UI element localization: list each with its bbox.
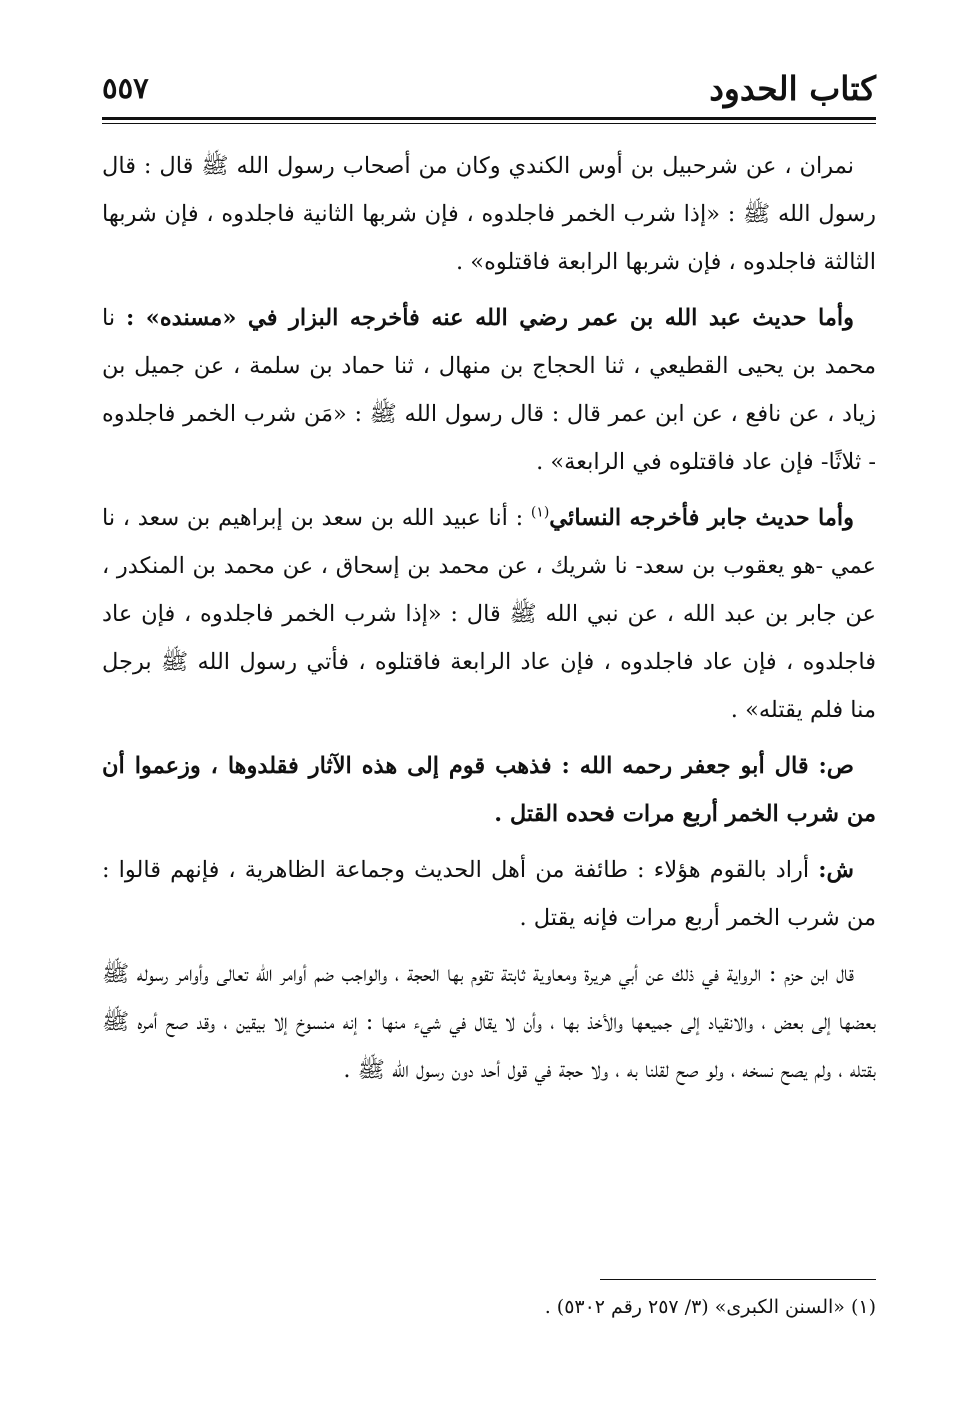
header-rule-thick: [102, 117, 876, 120]
paragraph-5-text: أراد بالقوم هؤلاء : طائفة من أهل الحديث وجماعة الظاهرية ، فإنهم قالوا : من شرب الخمر أربع مرات فإنه يقتل .: [102, 857, 876, 931]
page-header: [102, 66, 876, 110]
paragraph-4-matn: [102, 742, 876, 838]
footnote-marker[interactable]: (١): [530, 504, 550, 521]
paragraph-3-text: : أنا عبيد الله بن سعد بن إبراهيم بن سعد ، نا عمي -هو يعقوب بن سعد- نا شريك ، عن محمد بن إسحاق ، عن محمد بن المنكدر ، عن جابر بن عبد الله ، عن نبي الله ﷺ قال : «إذا شرب الخمر فاجلدوه ، فإن عاد فاجلدوه ، فإن عاد فاجلدوه ، فإن عاد الرابعة فاقتلوه ، فأتي رسول الله ﷺ برجل منا فلم يقتله» .: [102, 505, 876, 723]
paragraph-4-text: ص: قال أبو جعفر رحمه الله : فذهب قوم إلى هذه الآثار فقلدوها ، وزعموا أن من شرب الخمر أربع مرات فحده القتل .: [102, 753, 876, 827]
paragraph-2: [102, 294, 876, 486]
paragraph-3: [102, 494, 876, 734]
paragraph-5: [102, 846, 876, 942]
footnote-text: (١) «السنن الكبرى» (٣/ ٢٥٧ رقم ٥٣٠٢) .: [544, 1296, 876, 1318]
paragraph-1: [102, 142, 876, 286]
paragraph-3-lead: وأما حديث جابر فأخرجه النسائي: [549, 505, 854, 531]
running-title: كتاب الحدود: [709, 68, 876, 108]
footnote-separator: [600, 1279, 876, 1280]
header-rule-thin: [102, 123, 876, 124]
main-text: [102, 142, 876, 1102]
paragraph-2-text: نا محمد بن يحيى القطيعي ، ثنا الحجاج بن منهال ، ثنا حماد بن سلمة ، عن جميل بن زياد ، عن نافع ، عن ابن عمر قال : قال رسول الله ﷺ : «مَن شرب الخمر فاجلدوه - ثلاثًا- فإن عاد فاقتلوه في الرابعة» .: [102, 305, 876, 475]
page-number: ٥٥٧: [102, 71, 149, 105]
paragraph-6: [102, 950, 876, 1094]
paragraph-1-text: نمران ، عن شرحبيل بن أوس الكندي وكان من أصحاب رسول الله ﷺ قال : قال رسول الله ﷺ : «إذا شرب الخمر فاجلدوه ، فإن شربها الثانية فاجلدوه ، فإن شربها الثالثة فاجلدوه ، فإن شربها الرابعة فاقتلوه» .: [102, 153, 876, 275]
paragraph-6-text: قال ابن حزم : الرواية في ذلك عن أبي هريرة ومعاوية ثابتة تقوم بها الحجة ، والواجب ضم أوامر الله تعالى وأوامر رسوله ﷺ بعضها إلى بعض ، والانقياد إلى جميعها والأخذ بها ، وأن لا يقال في شيء منها : إنه منسوخ إلا بيقين ، وقد صح أمره ﷺ بقتله ، ولم يصح نسخه ، ولو صح لقلنا به ، ولا حجة في قول أحد دون رسول الله ﷺ .: [102, 961, 876, 1083]
paragraph-2-lead: وأما حديث عبد الله بن عمر رضي الله عنه فأخرجه البزار في «مسنده» :: [125, 305, 855, 331]
footnote: [102, 1292, 876, 1322]
paragraph-5-lead: ش:: [818, 857, 854, 883]
